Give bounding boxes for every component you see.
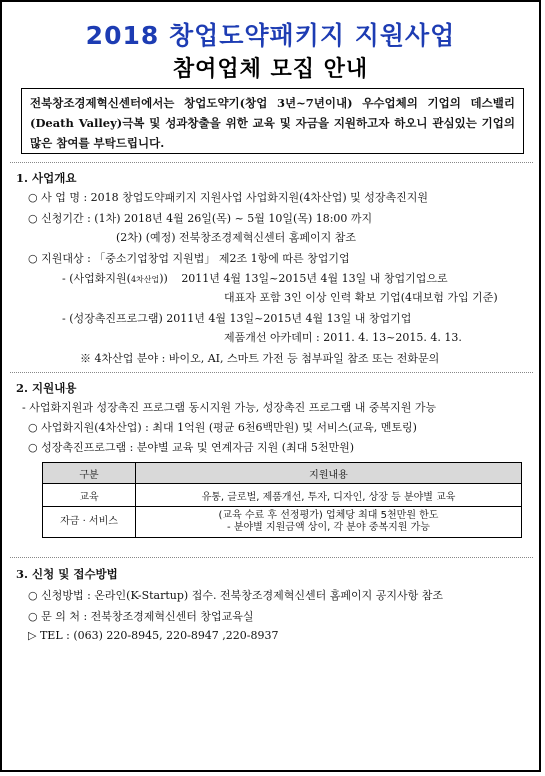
table-cell: 유통, 글로벌, 제품개선, 투자, 디자인, 상장 등 분야별 교육: [136, 484, 522, 507]
page-subtitle: 참여업체 모집 안내: [172, 57, 369, 82]
divider: [10, 372, 533, 373]
overview-subline: [62, 270, 448, 286]
table-cell: [136, 507, 522, 538]
overview-note: ※ 4차산업 분야 : 바이오, AI, 스마트 가전 등 첨부파일 참조 또는 전화문의: [80, 352, 440, 365]
sub-period: 2011년 4월 13일~2015년 4월 13일 내 창업기업으로: [181, 272, 448, 285]
sub-suffix: )): [159, 272, 168, 285]
application-line: ○ 문 의 처 : 전북창조경제혁신센터 창업교육실: [28, 610, 254, 623]
support-line: ○ 사업화지원(4차산업) : 최대 1억원 (평균 6천6백만원) 및 서비스(교육, 멘토링): [28, 421, 417, 434]
table-row: [43, 484, 522, 507]
section-heading-application: 3. 신청 및 접수방법: [16, 567, 118, 581]
overview-line: 제품개선 아카데미 : 2011. 4. 13~2015. 4. 13.: [224, 331, 462, 344]
support-line: ○ 성장촉진프로그램 : 분야별 교육 및 연계자금 지원 (최대 5천만원): [28, 441, 355, 454]
intro-box: 전북창조경제혁신센터에서는 창업도약기(창업 3년~7년이내) 우수업체의 기업의 데스밸리(Death Valley)극복 및 성과창출을 위한 교육 및 자금을 지원하고자 하오니 관심있는 기업의 많은 참여를 부탁드립니다.: [21, 88, 524, 154]
sub-prefix: - (사업화지원(: [62, 272, 131, 285]
table-cell: 자금 · 서비스: [43, 507, 136, 538]
overview-line: ○ 신청기간 : (1차) 2018년 4월 26일(목) ~ 5월 10일(목) 18:00 까지: [28, 212, 373, 225]
application-line: ○ 신청방법 : 온라인(K-Startup) 접수. 전북창조경제혁신센터 홈페이지 공지사항 참조: [28, 589, 443, 602]
sub-small: 4차산업: [130, 275, 160, 284]
table-cell-line: - 분야별 지원금액 상이, 각 분야 중복지원 가능: [227, 522, 430, 533]
support-line: - 사업화지원과 성장촉진 프로그램 동시지원 가능, 성장촉진 프로그램 내 중복지원 가능: [22, 401, 437, 414]
overview-line: 대표자 포함 3인 이상 인력 확보 기업(4대보험 가입 기준): [224, 291, 498, 304]
section-heading-support: 2. 지원내용: [16, 381, 77, 395]
overview-line: - (성장촉진프로그램) 2011년 4월 13일~2015년 4월 13일 내 창업기업: [62, 312, 412, 325]
page-title: 2018 창업도약패키지 지원사업: [85, 21, 456, 50]
contact-line: ▷ TEL : (063) 220-8945, 220-8947 ,220-8937: [28, 629, 279, 642]
table-header-row: [43, 463, 522, 484]
divider: [10, 557, 533, 558]
support-table: [42, 462, 522, 538]
table-cell-line: (교육 수료 후 선정평가) 업체당 최대 5천만원 한도: [218, 510, 439, 521]
table-header-cell: 구분: [43, 463, 136, 484]
divider: [10, 162, 533, 163]
section-heading-overview: 1. 사업개요: [16, 171, 77, 185]
table-cell: 교육: [43, 484, 136, 507]
table-row: [43, 507, 522, 538]
table-header-cell: 지원내용: [136, 463, 522, 484]
overview-line: (2차) (예정) 전북창조경제혁신센터 홈페이지 참조: [116, 231, 357, 244]
overview-line: ○ 사 업 명 : 2018 창업도약패키지 지원사업 사업화지원(4차산업) 및 성장촉진지원: [28, 191, 428, 204]
overview-line: ○ 지원대상 : 「중소기업창업 지원법」 제2조 1항에 따른 창업기업: [28, 252, 350, 265]
